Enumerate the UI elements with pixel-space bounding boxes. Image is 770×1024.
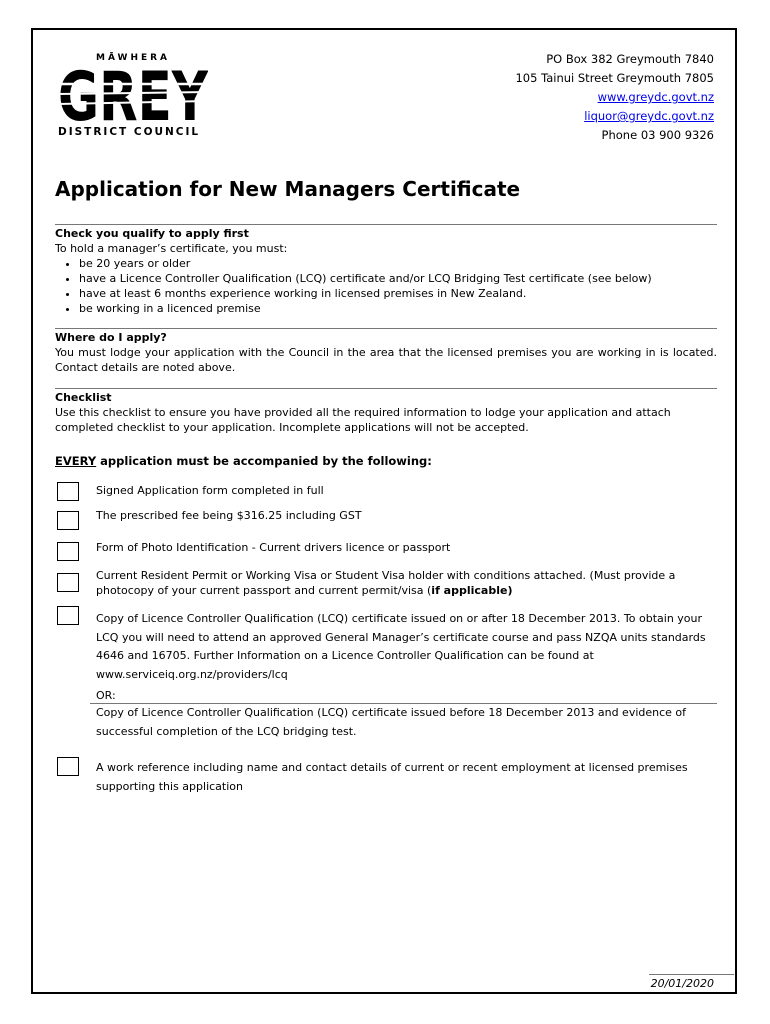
website-link[interactable]: www.greydc.govt.nz [597,90,714,104]
po-box: PO Box 382 Greymouth 7840 [546,52,714,66]
checkbox-signed-form[interactable] [57,482,79,501]
item-or: OR: [96,689,116,702]
divider [55,388,717,389]
item-permit [96,568,716,598]
item-lcq-old: Copy of Licence Controller Qualification (LCQ) certificate issued before 18 December 2013 and evidence of successful completion of the LCQ bridging test. [96,706,687,738]
date-divider [649,974,734,975]
where-section [55,330,717,375]
logo-bottom-text: DISTRICT COUNCIL [58,126,201,138]
divider [55,328,717,329]
item-photo-id: Form of Photo Identification - Current drivers licence or passport [96,541,451,554]
qualify-heading: Check you qualify to apply first [55,227,249,240]
phone: Phone 03 900 9326 [601,128,714,142]
page-title: Application for New Managers Certificate [55,177,521,201]
list-item: • have at least 6 months experience working in licensed premises in New Zealand. [79,286,717,301]
logo-top-text: MĀWHERA [96,53,171,63]
list-item: • be working in a licenced premise [79,301,717,316]
where-body: You must lodge your application with the Council in the area that the licensed premises you are working in is located. Contact details are noted above. [55,346,717,374]
email-link[interactable]: liquor@greydc.govt.nz [584,109,714,123]
permit-text: Current Resident Permit or Working Visa or Student Visa holder with conditions attached. (Must provide a photocopy of your current passport and current permit/visa ( [96,569,676,597]
checklist-section [55,390,717,435]
street-address: 105 Tainui Street Greymouth 7805 [515,71,714,85]
checkbox-permit[interactable] [57,573,79,592]
permit-bold: if applicable) [431,584,513,597]
list-item: • have a Licence Controller Qualification (LCQ) certificate and/or LCQ Bridging Test certificate (see below) [79,271,717,286]
checklist-body: Use this checklist to ensure you have provided all the required information to lodge your application and attach completed checklist to your application. Incomplete applications will not be accepted. [55,406,671,434]
contact-block [515,50,714,145]
checkbox-photo-id[interactable] [57,542,79,561]
checkbox-reference[interactable] [57,757,79,776]
qualify-intro: To hold a manager’s certificate, you must: [55,242,288,255]
list-item: • be 20 years or older [79,256,717,271]
every-heading [55,454,432,468]
checkbox-fee[interactable] [57,511,79,530]
where-heading: Where do I apply? [55,331,167,344]
checkbox-lcq[interactable] [57,606,79,625]
item-reference: A work reference including name and contact details of current or recent employment at licensed premises supporting this application [96,761,688,793]
divider [55,224,717,225]
checklist-heading: Checklist [55,391,112,404]
every-rest: application must be accompanied by the following: [96,454,432,468]
qualify-list [55,256,717,316]
qualify-section [55,226,717,316]
council-logo [58,62,208,124]
form-date: 20/01/2020 [650,977,714,990]
item-signed-form: Signed Application form completed in full [96,484,324,497]
item-lcq-new: Copy of Licence Controller Qualification (LCQ) certificate issued on or after 18 December 2013. To obtain your LCQ you will need to attend an approved General Manager’s certificate course and pass NZQA units standards 4646 and 16705. Further Information on a Licence Controller Qualification can be found at www.serviceiq.org.nz/providers/lcq [96,612,706,681]
every-underlined: EVERY [55,454,97,468]
item-fee: The prescribed fee being $316.25 including GST [96,509,362,522]
